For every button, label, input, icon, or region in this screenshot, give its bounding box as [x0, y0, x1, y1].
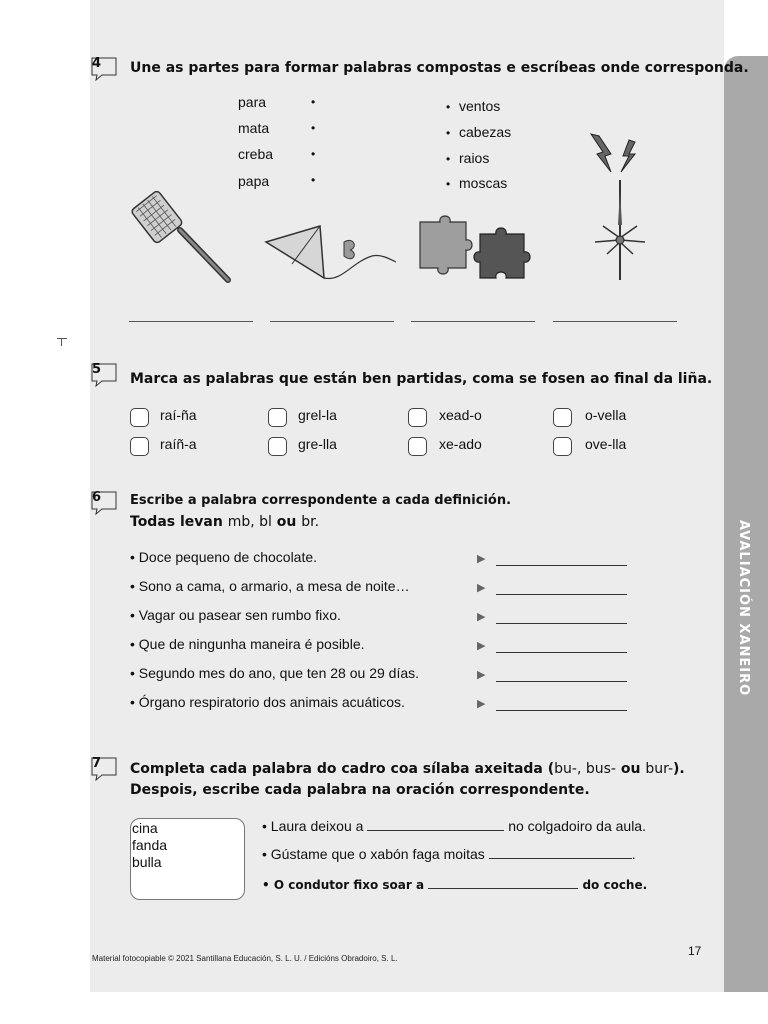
arrow-right-icon: ▶ — [477, 553, 486, 565]
footer-copyright: Material fotocopiable © 2021 Santillana Educación, S. L. U. / Edicións Obradoiro, S. L. — [92, 954, 398, 963]
match-dot[interactable]: • — [446, 100, 451, 114]
arrow-right-icon: ▶ — [477, 669, 486, 681]
option-label: gre-lla — [298, 436, 337, 452]
exercise-6-heading-line-1: Escribe a palabra correspondente a cada definición. — [130, 493, 512, 508]
exercise-7-number: 7 — [92, 756, 102, 771]
crop-mark — [57, 338, 67, 347]
exercise-6-number: 6 — [92, 490, 102, 505]
definition-answer-line-4[interactable] — [496, 652, 627, 653]
option-label: o-vella — [585, 407, 627, 423]
definition-answer-line-2[interactable] — [496, 594, 627, 595]
checkbox[interactable] — [553, 408, 572, 427]
option-label: xe-ado — [439, 436, 482, 452]
page-number: 17 — [688, 944, 702, 958]
arrow-right-icon: ▶ — [477, 582, 486, 594]
checkbox[interactable] — [268, 408, 287, 427]
answer-line-2[interactable] — [270, 321, 394, 322]
definition-3: • Vagar ou pasear sen rumbo fixo. — [130, 607, 341, 623]
exercise-5-heading: Marca as palabras que están ben partidas, coma se fosen ao final da liña. — [130, 371, 713, 387]
exercise-4-heading: Une as partes para formar palabras compostas e escríbeas onde corresponda. — [130, 60, 749, 76]
box-word-2: fanda — [132, 837, 168, 853]
definition-6: • Órgano respiratorio dos animais acuáticos. — [130, 694, 405, 710]
answer-line-4[interactable] — [553, 321, 677, 322]
right-word-1: ventos — [459, 98, 501, 114]
box-word-1: cina — [132, 820, 158, 836]
match-dot[interactable]: • — [446, 177, 451, 191]
definition-answer-line-6[interactable] — [496, 710, 627, 711]
checkbox[interactable] — [553, 437, 572, 456]
definition-1: • Doce pequeno de chocolate. — [130, 549, 318, 565]
right-word-4: moscas — [459, 175, 508, 191]
kite-icon — [262, 222, 402, 284]
definition-answer-line-3[interactable] — [496, 623, 627, 624]
exercise-5-number-badge — [90, 362, 116, 384]
option-label: ove-lla — [585, 436, 627, 452]
exercise-6-heading-line-2: Todas levan mb, bl ou br. — [130, 514, 320, 530]
match-dot[interactable]: • — [311, 95, 316, 109]
exercise-7-number-badge — [90, 756, 116, 778]
left-word-2: mata — [238, 120, 270, 136]
match-dot[interactable]: • — [446, 126, 451, 140]
exercise-7-heading-line-2: Despois, escribe cada palabra na oración correspondente. — [130, 782, 590, 798]
exercise-6-number-badge — [90, 490, 116, 512]
match-dot[interactable]: • — [311, 147, 316, 161]
right-word-2: cabezas — [459, 124, 512, 140]
exercise-4-number: 4 — [92, 56, 102, 71]
sentence-1-blank[interactable] — [367, 818, 504, 831]
checkbox[interactable] — [268, 437, 287, 456]
side-label: AVALIACIÓN XANEIRO — [736, 520, 751, 697]
definition-answer-line-1[interactable] — [496, 565, 627, 566]
exercise-5-number: 5 — [92, 362, 102, 377]
left-word-4: papa — [238, 173, 270, 189]
sentence-3: • O condutor fixo soar a do coche. — [262, 878, 648, 892]
definition-2: • Sono a cama, o armario, a mesa de noite… — [130, 578, 410, 594]
lightning-rod-icon — [585, 130, 655, 286]
option-label: grel-la — [298, 407, 337, 423]
right-word-3: raios — [459, 150, 490, 166]
arrow-right-icon: ▶ — [477, 640, 486, 652]
puzzle-pieces-icon — [414, 212, 542, 284]
definition-5: • Segundo mes do ano, que ten 28 ou 29 días. — [130, 665, 420, 681]
match-dot[interactable]: • — [446, 152, 451, 166]
answer-line-3[interactable] — [411, 321, 535, 322]
answer-line-1[interactable] — [129, 321, 253, 322]
option-label: xead-o — [439, 407, 482, 423]
checkbox[interactable] — [408, 437, 427, 456]
sentence-3-blank[interactable] — [428, 876, 578, 889]
arrow-right-icon: ▶ — [477, 698, 486, 710]
sentence-1: • Laura deixou a no colgadoiro da aula. — [262, 818, 646, 834]
arrow-right-icon: ▶ — [477, 611, 486, 623]
exercise-4-number-badge — [90, 56, 116, 78]
sentence-2: • Gústame que o xabón faga moitas . — [262, 846, 636, 862]
sentence-2-blank[interactable] — [489, 846, 632, 859]
match-dot[interactable]: • — [311, 173, 316, 187]
checkbox[interactable] — [408, 408, 427, 427]
exercise-7-heading-line-1: Completa cada palabra do cadro coa sílaba axeitada (bu-, bus- ou bur-). — [130, 761, 685, 777]
definition-answer-line-5[interactable] — [496, 681, 627, 682]
definition-4: • Que de ningunha maneira é posible. — [130, 636, 365, 652]
option-label: raí-ña — [160, 407, 197, 423]
fly-swatter-icon — [128, 190, 240, 290]
left-word-1: para — [238, 94, 267, 110]
left-word-3: creba — [238, 146, 274, 162]
checkbox[interactable] — [130, 437, 149, 456]
box-word-3: bulla — [132, 854, 162, 870]
match-dot[interactable]: • — [311, 121, 316, 135]
checkbox[interactable] — [130, 408, 149, 427]
option-label: raíñ-a — [160, 436, 197, 452]
